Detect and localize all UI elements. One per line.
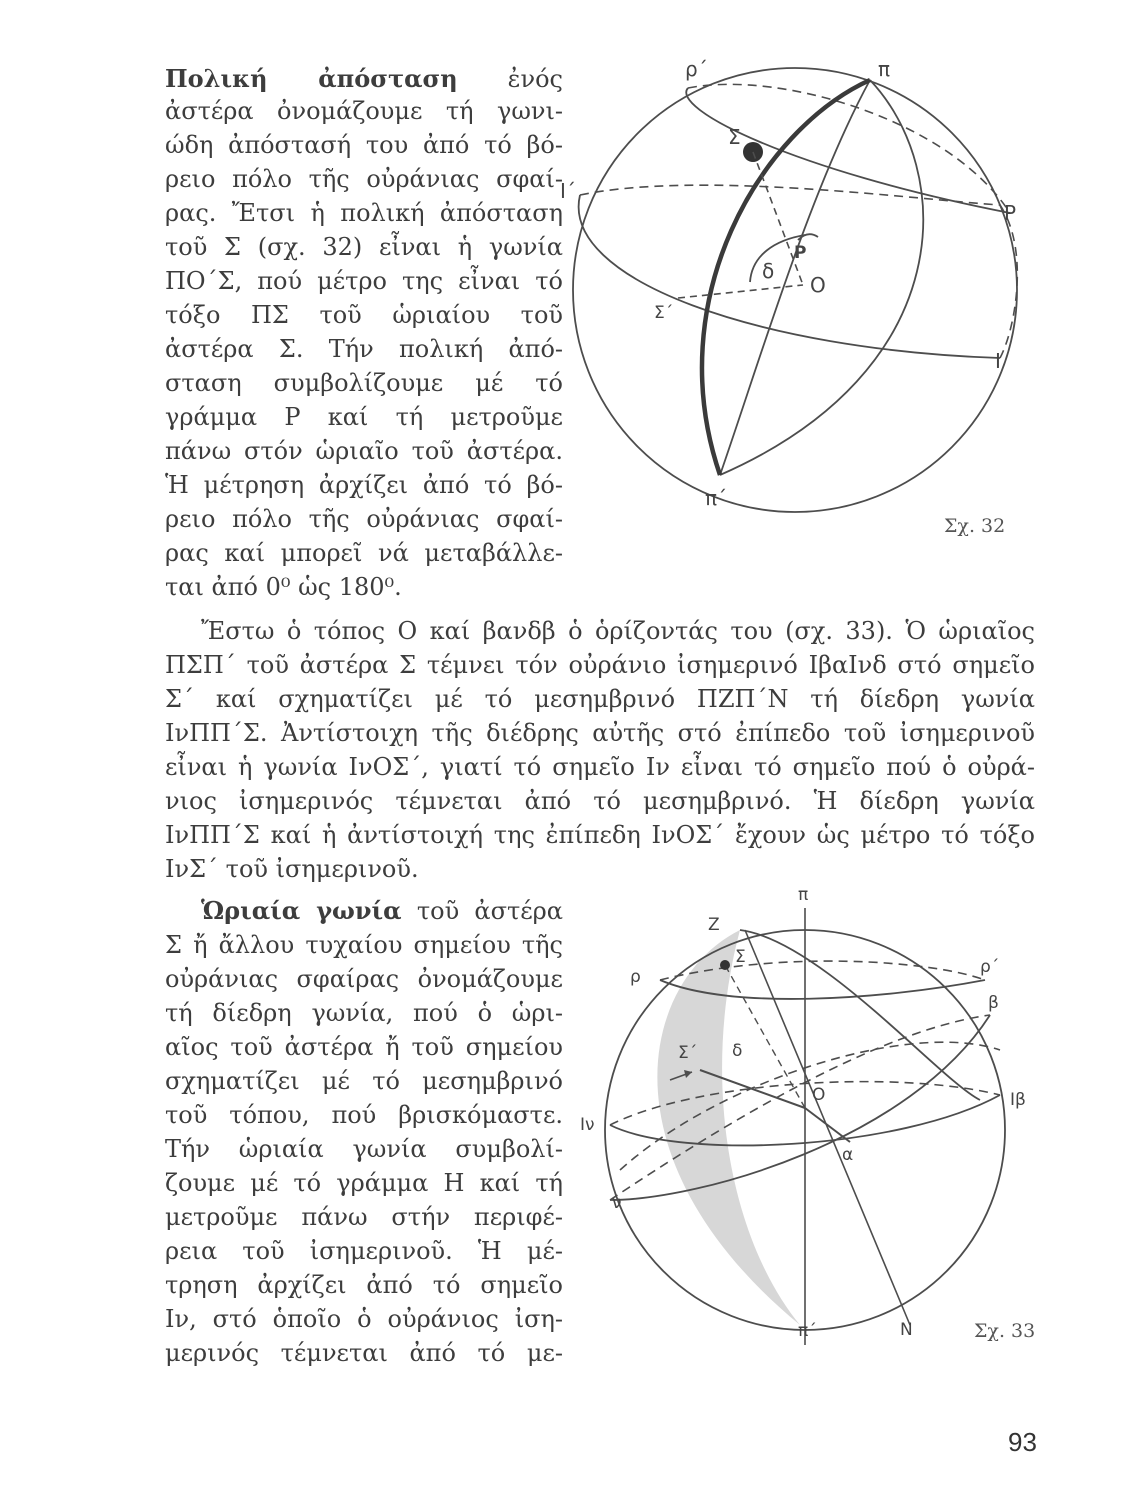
- label-rho: ρ: [630, 967, 641, 987]
- page-number: 93: [1008, 1427, 1037, 1457]
- label-pi-prime: π΄: [705, 486, 728, 510]
- label-delta: δ: [732, 1041, 743, 1061]
- label-rho-prime: ρ΄: [685, 57, 708, 81]
- polar-axis: [745, 930, 910, 1325]
- paragraph-1-line: ρας καί μπορεῖ νά μεταβάλλε-: [165, 539, 563, 567]
- figure-33-caption: Σχ. 33: [974, 1320, 1036, 1342]
- paragraph-3-line: τρηση ἀρχίζει ἀπό τό σημεῖο: [165, 1271, 563, 1299]
- paragraph-3-line: οὐράνιας σφαίρας ὀνομάζουμε: [165, 965, 563, 993]
- paragraph-2-line: ΙνΠΠ΄Σ καί ἡ ἀντίστοιχή της ἐπίπεδη ΙνΟΣ΄ ἔχουν ὡς μέτρο τό τόξο: [165, 821, 1035, 849]
- label-sigma-prime: Σ΄: [654, 303, 674, 323]
- paragraph-3-line: [165, 896, 563, 926]
- label-o: Ο: [810, 273, 826, 297]
- label-rho-prime: ρ΄: [980, 957, 1000, 977]
- text-span: τοῦ ἀστέρα: [416, 897, 563, 925]
- label-sigma: Σ: [728, 125, 741, 149]
- paragraph-1-line: ἀστέρα ὀνομάζουμε τή γωνι-: [165, 97, 563, 125]
- paragraph-3-line: ζουμε μέ τό γράμμα Η καί τή: [165, 1169, 563, 1197]
- text-span: ἐνός: [507, 65, 563, 93]
- radius-to-star: [725, 965, 805, 1108]
- paragraph-3-line: μετροῦμε πάνω στήν περιφέ-: [165, 1203, 563, 1231]
- paragraph-3-line: Σ ἤ ἄλλου τυχαίου σημείου τῆς: [165, 931, 563, 959]
- label-beta: β: [988, 993, 999, 1013]
- paragraph-3-line: Τήν ὡριαία γωνία συμβολί-: [165, 1135, 563, 1163]
- paragraph-2-line: εἶναι ἡ γωνία ΙνΟΣ΄, γιατί τό σημεῖο Ιν εἶναι τό σημεῖο πού ὁ οὐρά-: [165, 753, 1035, 781]
- label-p: Ρ: [794, 243, 807, 263]
- label-v: ν: [612, 1193, 622, 1213]
- radius-to-star: [753, 152, 803, 285]
- term-hour-angle: Ὡριαία γωνία: [201, 896, 402, 925]
- upper-parallel-front: [686, 88, 1010, 213]
- equator-front: [579, 195, 1000, 358]
- paragraph-2-line: νιος ἰσημερινός τέμνεται ἀπό τό μεσημβρινό. Ἡ δίεδρη γωνία: [165, 787, 1035, 815]
- paragraph-1-line: τόξο ΠΣ τοῦ ὡριαίου τοῦ: [165, 301, 563, 329]
- label-delta: δ: [762, 259, 775, 283]
- paragraph-3-line: ρεια τοῦ ἰσημερινοῦ. Ἡ μέ-: [165, 1237, 563, 1265]
- label-sigma-prime: Σ΄: [678, 1043, 698, 1063]
- label-o: Ο: [812, 1085, 826, 1105]
- paragraph-2-line: Σ΄ καί σχηματίζει μέ τό μεσημβρινό ΠΖΠ΄Ν τή δίεδρη γωνία: [165, 685, 1035, 713]
- label-sigma: Σ: [735, 947, 746, 967]
- term-polar-distance: Πολική ἀπόσταση: [165, 64, 458, 93]
- label-pi: π: [878, 57, 891, 81]
- paragraph-1-line: ται ἀπό 0⁰ ὡς 180⁰.: [165, 573, 402, 601]
- figure-32-caption: Σχ. 32: [944, 515, 1006, 537]
- paragraph-3-line: μερινός τέμνεται ἀπό τό με-: [165, 1339, 563, 1367]
- figure-33-celestial-sphere: [580, 880, 1050, 1350]
- paragraph-3-line: σχηματίζει μέ τό μεσημβρινό: [165, 1067, 563, 1095]
- label-alpha: α: [842, 1145, 854, 1165]
- label-gamma-prime: Ι΄: [560, 179, 576, 203]
- radius-to-alpha: [805, 1108, 850, 1142]
- paragraph-1-line: ρειο πόλο τῆς οὐράνιας σφαί-: [165, 505, 563, 533]
- paragraph-1-line: ρειο πόλο τῆς οὐράνιας σφαί-: [165, 165, 563, 193]
- paragraph-1-line: [165, 64, 563, 94]
- paragraph-3-line: τοῦ τόπου, πού βρισκόμαστε.: [165, 1101, 563, 1129]
- star-meridian: [740, 930, 980, 1100]
- paragraph-3-line: αῖος τοῦ ἀστέρα ἤ τοῦ σημείου: [165, 1033, 563, 1061]
- paragraph-1-line: ΠΟ΄Σ, πού μέτρο της εἶναι τό: [165, 267, 563, 295]
- label-z: Ζ: [708, 915, 720, 935]
- paragraph-1-line: τοῦ Σ (σχ. 32) εἶναι ἡ γωνία: [165, 233, 563, 261]
- paragraph-1-line: σταση συμβολίζουμε μέ τό: [165, 369, 563, 397]
- label-n: Ν: [900, 1320, 913, 1340]
- paragraph-1-line: ἀστέρα Σ. Τήν πολική ἀπό-: [165, 335, 563, 363]
- paragraph-2-line: Ἔστω ὁ τόπος Ο καί βανδβ ὁ ὁρίζοντάς του (σχ. 33). Ὁ ὡριαῖος: [201, 617, 1035, 645]
- paragraph-2-line: ΙνΣ΄ τοῦ ἰσημερινοῦ.: [165, 855, 419, 883]
- label-pi: π: [798, 885, 809, 905]
- figure-32-celestial-sphere: [560, 50, 1040, 520]
- paragraph-3-line: Ιν, στό ὁποῖο ὁ οὐράνιος ἰση-: [165, 1305, 563, 1333]
- label-iota: Ι: [995, 349, 1001, 373]
- paragraph-2-line: ΙνΠΠ΄Σ. Ἀντίστοιχη τῆς διέδρης αὐτῆς στό ἐπίπεδο τοῦ ἰσημερινοῦ: [165, 719, 1035, 747]
- paragraph-1-line: Ἡ μέτρηση ἀρχίζει ἀπό τό βό-: [165, 471, 563, 499]
- label-iv: Ιν: [580, 1115, 595, 1135]
- equator-back: [580, 185, 1000, 205]
- label-rho: Ρ: [1004, 201, 1017, 225]
- paragraph-1-line: ώδη ἀπόστασή του ἀπό τό βό-: [165, 131, 563, 159]
- paragraph-2-line: ΠΣΠ΄ τοῦ ἀστέρα Σ τέμνει τόν οὐράνιο ἰσημερινό ΙβαΙνδ στό σημεῖο: [165, 651, 1035, 679]
- meridian-axis: [720, 80, 870, 475]
- paragraph-1-line: ρας. Ἔτσι ἡ πολική ἀπόσταση: [165, 199, 563, 227]
- star-dot: [720, 960, 730, 970]
- paragraph-1-line: γράμμα Ρ καί τή μετροῦμε: [165, 403, 563, 431]
- paragraph-3-line: τή δίεδρη γωνία, πού ὁ ὡρι-: [165, 999, 563, 1027]
- paragraph-1-line: πάνω στόν ὡριαῖο τοῦ ἀστέρα.: [165, 437, 563, 465]
- shaded-lune: [657, 930, 800, 1325]
- label-pi-prime: π΄: [798, 1321, 817, 1341]
- label-ib: Ιβ: [1010, 1090, 1026, 1110]
